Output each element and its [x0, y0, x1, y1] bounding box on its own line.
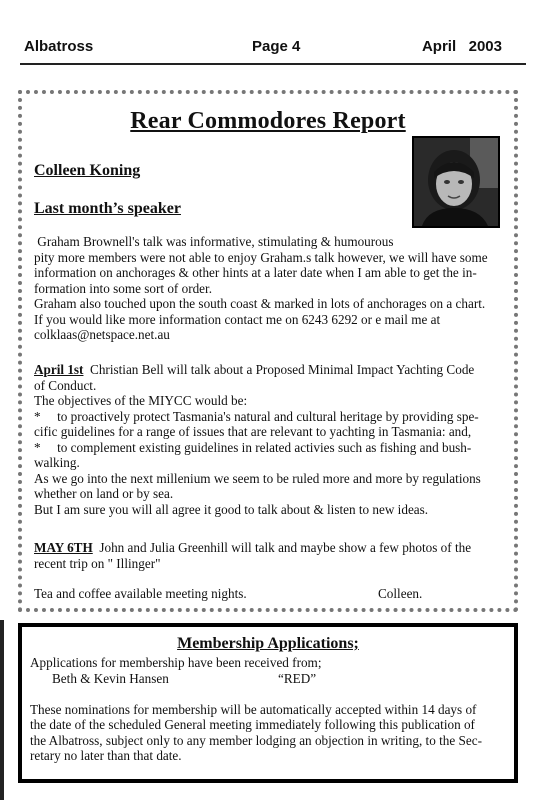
rear-commodore-report-box: [18, 90, 518, 612]
issue-date: April 2003: [421, 38, 502, 55]
text-line: The objectives of the MIYCC would be:: [34, 393, 248, 408]
text-line: [34, 540, 500, 556]
text-line: Graham also touched upon the south coast & marked in lots of anchorages on a chart.: [34, 296, 486, 311]
text-line: Graham Brownell's talk was informative, stimulating & humourous: [34, 234, 394, 249]
text-line: the Albatross, subject only to any member lodging an objection in writing, to the Sec-: [30, 732, 482, 748]
publication-name: Albatross: [24, 38, 94, 55]
text-line: * to complement existing guidelines in related activies such as fishing and bush-: [34, 439, 472, 455]
header-rule: [20, 63, 526, 65]
text-line: [34, 362, 500, 378]
applicant-row: [30, 671, 506, 687]
text-line: If you would like more information contact me on 6243 6292 or e mail me at: [34, 311, 441, 327]
text-line: information on anchorages & other hints at a later date when I am able to get the in-: [34, 265, 477, 280]
april-first-line: Christian Bell will talk about a Proposed Minimal Impact Yachting Code: [83, 362, 475, 377]
text-line: * to proactively protect Tasmania's natural and cultural heritage by providing spe-: [34, 408, 479, 424]
applicant-vessel: “RED”: [278, 670, 317, 686]
may-first-line: John and Julia Greenhill will talk and maybe show a few photos of the: [92, 540, 472, 555]
email-address: colklaas@netspace.net.au: [34, 327, 170, 342]
membership-intro: Applications for membership have been received from;: [30, 655, 322, 670]
portrait-photo-icon: [414, 138, 498, 226]
signoff: Colleen.: [378, 586, 423, 601]
membership-body: [30, 655, 506, 764]
speaker-heading: Last month’s speaker: [34, 200, 181, 217]
report-title: Rear Commodores Report: [130, 108, 406, 134]
closing-line: [34, 586, 500, 602]
applicant-names: Beth & Kevin Hansen: [52, 670, 169, 686]
membership-applications-box: [18, 623, 518, 783]
membership-title: Membership Applications;: [177, 635, 359, 652]
page-number: Page 4: [252, 38, 301, 55]
page-header: [24, 38, 502, 58]
text-line: the date of the scheduled General meeting immediately following this publication of: [30, 717, 475, 732]
may-date-label: MAY 6TH: [34, 540, 93, 555]
text-line: walking.: [34, 455, 80, 470]
text-line: recent trip on " Illinger": [34, 555, 161, 571]
may-paragraph: [34, 540, 500, 571]
author-portrait-photo: [412, 136, 500, 228]
text-line: pity more members were not able to enjoy Graham.s talk however, we will have some: [34, 249, 488, 265]
text-line: of Conduct.: [34, 377, 97, 393]
april-paragraph: [34, 362, 500, 517]
text-line: retary no later than that date.: [30, 748, 182, 763]
april-date-label: April 1st: [34, 362, 84, 377]
text-line: These nominations for membership will be automatically accepted within 14 days of: [30, 701, 477, 717]
report-author: Colleen Koning: [34, 162, 141, 179]
text-line: formation into some sort of order.: [34, 280, 212, 296]
text-line: cific guidelines for a range of issues that are relevant to yachting in Tasmania: and,: [34, 424, 472, 439]
scan-edge-mark: [0, 620, 4, 800]
speaker-paragraph: [34, 234, 500, 343]
tea-coffee-note: Tea and coffee available meeting nights.: [34, 586, 247, 601]
text-line: But I am sure you will all agree it good to talk about & listen to new ideas.: [34, 501, 429, 517]
text-line: As we go into the next millenium we seem to be ruled more and more by regulations: [34, 470, 481, 486]
text-line: whether on land or by sea.: [34, 486, 174, 501]
